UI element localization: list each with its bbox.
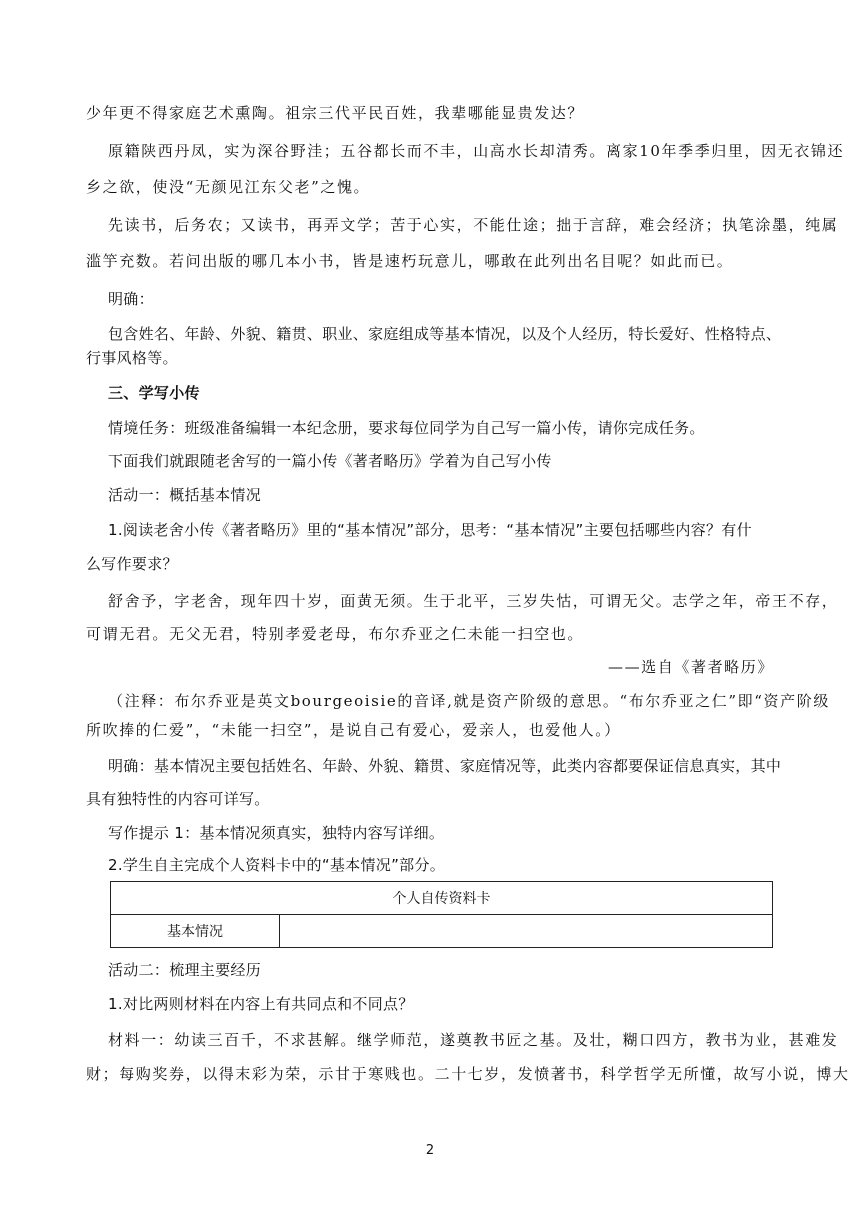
profile-card-table xyxy=(110,881,773,948)
paragraph-line: 舒舍予，字老舍，现年四十岁，面黄无须。生于北平，三岁失怙，可谓无父。志学之年，帝王不存， xyxy=(108,592,839,610)
annotation-line: 所吹捧的仁爱”，“未能一扫空”，是说自己有爱心，爱亲人，也爱他人。） xyxy=(86,721,621,739)
paragraph-line: 么写作要求？ xyxy=(86,555,178,573)
page-number: 2 xyxy=(425,1143,435,1158)
annotation-line: （注释：布尔乔亚是英文bourgeoisie的音译,就是资产阶级的意思。“布尔乔亚之仁”即“资产阶级 xyxy=(108,692,830,710)
paragraph-line: 2.学生自主完成个人资料卡中的“基本情况”部分。 xyxy=(108,856,446,874)
paragraph-line: 原籍陕西丹凤，实为深谷野洼；五谷都长而不丰，山高水长却清秀。离家10年季季归里，因无衣锦还 xyxy=(108,142,845,160)
paragraph-line: 滥竽充数。若问出版的哪几本小书，皆是速朽玩意儿，哪敢在此列出名目呢？如此而已。 xyxy=(86,252,734,270)
paragraph-line: 包含姓名、年龄、外貌、籍贯、职业、家庭组成等基本情况，以及个人经历，特长爱好、性格特点、 xyxy=(108,325,782,343)
paragraph-line: 明确： xyxy=(108,290,154,308)
activity-heading: 活动二：梳理主要经历 xyxy=(108,961,262,979)
basic-info-cell[interactable] xyxy=(280,915,773,948)
section-heading: 三、学写小传 xyxy=(108,384,200,402)
paragraph-line: 行事风格等。 xyxy=(86,349,178,367)
paragraph-line: 先读书，后务农；又读书，再弄文学；苦于心实，不能仕途；拙于言辞，难会经济；执笔涂墨，纯属 xyxy=(108,216,839,234)
paragraph-line: 1.阅读老舍小传《著者略历》里的“基本情况”部分，思考：“基本情况”主要包括哪些内容？有什 xyxy=(108,521,752,539)
source-attribution: ——选自《著者略历》 xyxy=(607,658,774,676)
paragraph-line: 明确：基本情况主要包括姓名、年龄、外貌、籍贯、家庭情况等，此类内容都要保证信息真实，其中 xyxy=(108,757,782,775)
paragraph-line: 少年更不得家庭艺术熏陶。祖宗三代平民百姓，我辈哪能显贵发达？ xyxy=(86,104,585,122)
paragraph-line: 财；每购奖券，以得末彩为荣，示甘于寒贱也。二十七岁，发愤著书，科学哲学无所懂，故写小说，博大 xyxy=(86,1065,850,1083)
activity-heading: 活动一：概括基本情况 xyxy=(108,486,262,504)
paragraph-line: 乡之欲，使没“无颜见江东父老”之愧。 xyxy=(86,178,371,196)
basic-info-label: 基本情况 xyxy=(111,915,280,948)
writing-tip: 写作提示 1：基本情况须真实，独特内容写详细。 xyxy=(108,824,445,842)
paragraph-line: 材料一：幼读三百千，不求甚解。继学师范，遂奠教书匠之基。及壮，糊口四方，教书为业，甚难发 xyxy=(108,1031,839,1049)
paragraph-line: 下面我们就跟随老舍写的一篇小传《著者略历》学着为自己写小传 xyxy=(108,452,552,470)
profile-card-title: 个人自传资料卡 xyxy=(111,882,773,915)
paragraph-line: 具有独特性的内容可详写。 xyxy=(86,790,270,808)
paragraph-line: 情境任务：班级准备编辑一本纪念册，要求每位同学为自己写一篇小传，请你完成任务。 xyxy=(108,419,705,437)
paragraph-line: 1.对比两则材料在内容上有共同点和不同点？ xyxy=(108,995,414,1013)
paragraph-line: 可谓无君。无父无君，特别孝爱老母，布尔乔亚之仁未能一扫空也。 xyxy=(86,625,585,643)
